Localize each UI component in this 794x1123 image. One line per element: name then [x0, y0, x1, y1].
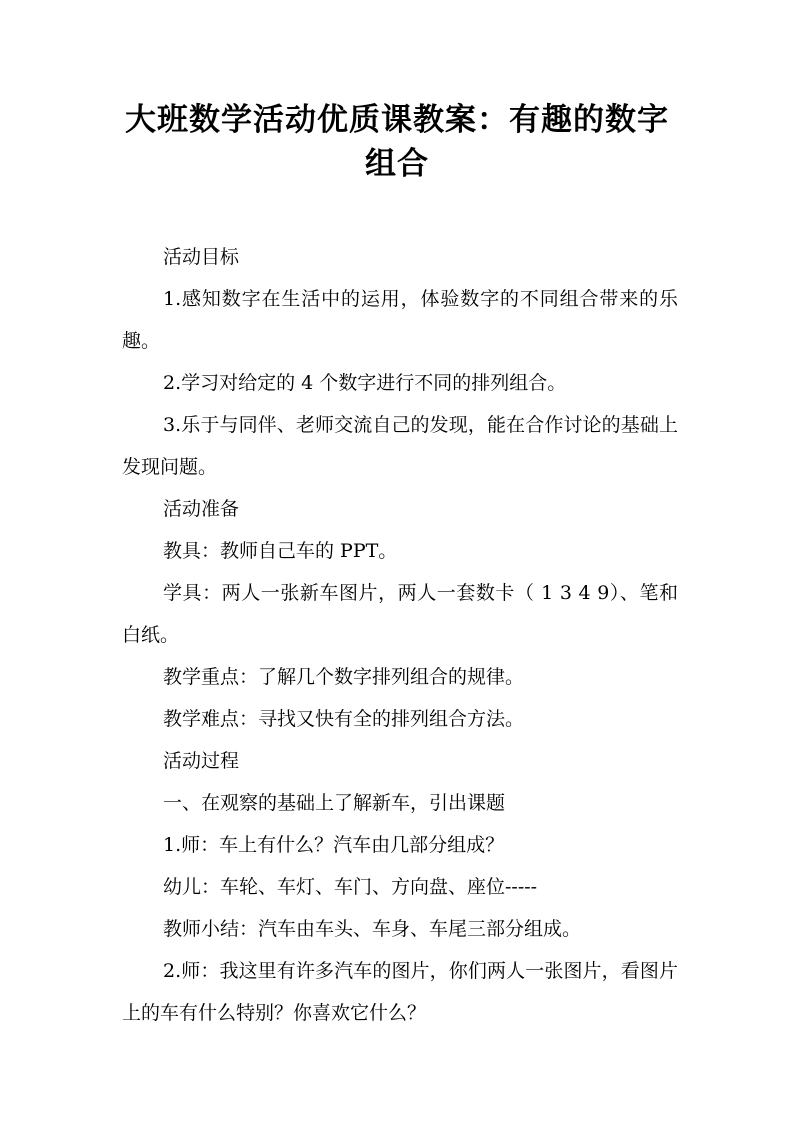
- teaching-difficulty: 教学难点：寻找又快有全的排列组合方法。: [163, 708, 525, 730]
- teaching-aids: 教具：教师自己车的 PPT。: [163, 540, 398, 562]
- teacher-summary-1: 教师小结：汽车由车头、车身、车尾三部分组成。: [163, 918, 582, 940]
- document-body: [122, 236, 678, 1034]
- process-step-1: 一、在观察的基础上了解新车，引出课题: [163, 792, 506, 814]
- goal-item-3: 3.乐于与同伴、老师交流自己的发现，能在合作讨论的基础上发现问题。: [122, 414, 678, 478]
- title-line-1: 大班数学活动优质课教案：有趣的数字: [125, 102, 669, 138]
- title-line-2: 组合: [365, 146, 429, 182]
- teacher-question-2: 2.师：我这里有许多汽车的图片，你们两人一张图片，看图片上的车有什么特别？你喜欢它什么？: [122, 960, 678, 1024]
- section-heading-process: 活动过程: [163, 750, 240, 772]
- teacher-question-1: 1.师：车上有什么？汽车由几部分组成？: [163, 834, 505, 856]
- goal-item-2: 2.学习对给定的 4 个数字进行不同的排列组合。: [163, 372, 567, 394]
- learning-aids: 学具：两人一张新车图片，两人一套数卡（ 1 3 4 9）、笔和白纸。: [122, 582, 678, 646]
- goal-item-1: 1.感知数字在生活中的运用，体验数字的不同组合带来的乐趣。: [122, 288, 678, 352]
- section-heading-preparation: 活动准备: [163, 498, 240, 520]
- section-heading-goals: 活动目标: [163, 246, 240, 268]
- children-answer-1: 幼儿：车轮、车灯、车门、方向盘、座位-----: [163, 876, 538, 898]
- document-title: [100, 98, 694, 186]
- teaching-focus: 教学重点：了解几个数字排列组合的规律。: [163, 666, 525, 688]
